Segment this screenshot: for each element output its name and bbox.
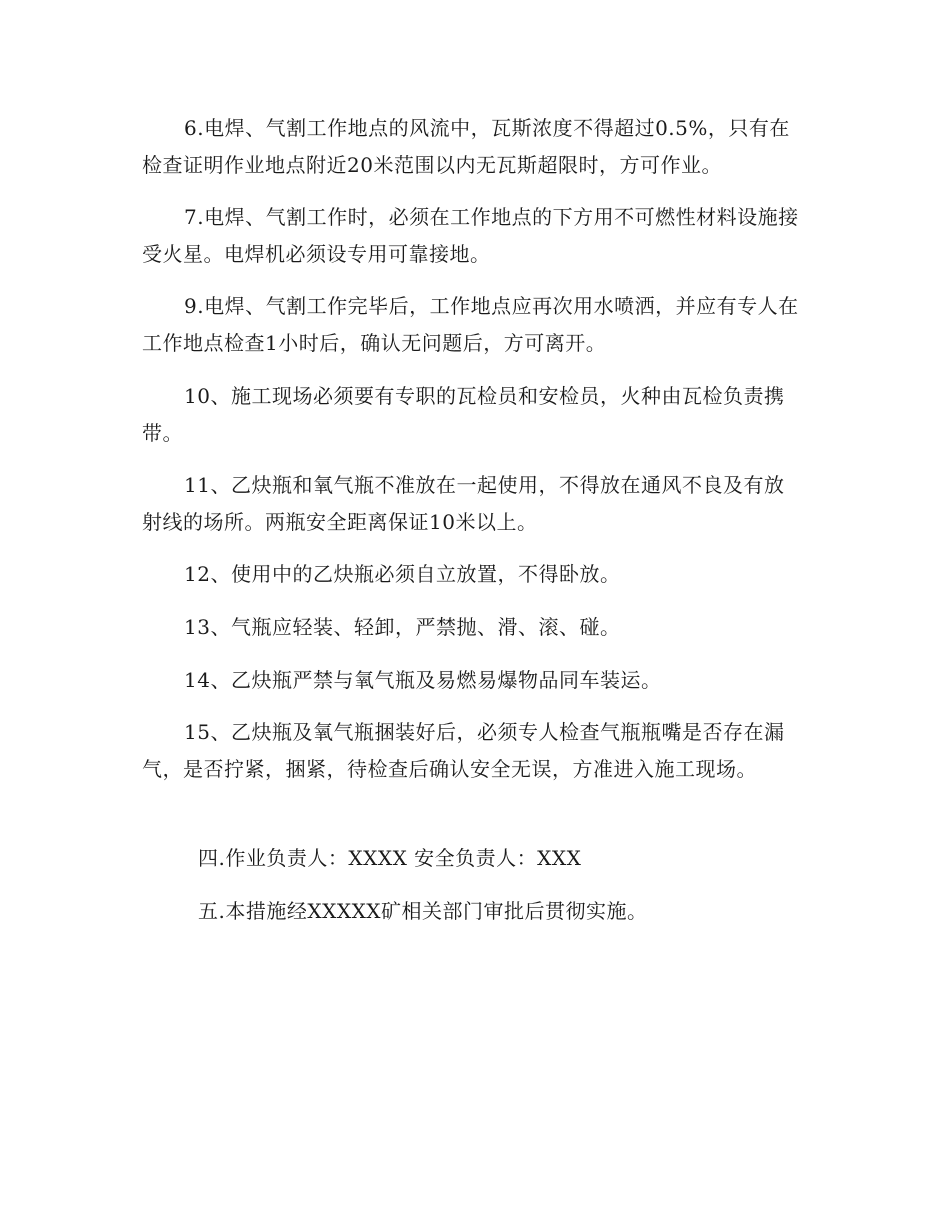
paragraph-item-6: 6.电焊、气割工作地点的风流中，瓦斯浓度不得超过0.5%，只有在检查证明作业地点附近20米范围以内无瓦斯超限时，方可作业。 [142, 116, 790, 177]
paragraph-item-13: 13、气瓶应轻装、轻卸，严禁抛、滑、滚、碰。 [184, 615, 621, 639]
paragraph-item-7: 7.电焊、气割工作时，必须在工作地点的下方用不可燃性材料设施接受火星。电焊机必须设专用可靠接地。 [142, 205, 799, 266]
paragraph-item-12: 12、使用中的乙炔瓶必须自立放置，不得卧放。 [184, 562, 621, 586]
paragraph-item-11: 11、乙炔瓶和氧气瓶不准放在一起使用，不得放在通风不良及有放射线的场所。两瓶安全距离保证10米以上。 [142, 473, 785, 534]
paragraph-item-9: 9.电焊、气割工作完毕后，工作地点应再次用水喷洒，并应有专人在工作地点检查1小时后，确认无问题后，方可离开。 [142, 294, 799, 355]
paragraph-item-10: 10、施工现场必须要有专职的瓦检员和安检员，火种由瓦检负责携带。 [142, 384, 785, 445]
responsible-persons: 四.作业负责人：XXXX 安全负责人：XXX [198, 846, 582, 870]
approval-statement: 五.本措施经XXXXX矿相关部门审批后贯彻实施。 [198, 899, 648, 923]
paragraph-item-14: 14、乙炔瓶严禁与氧气瓶及易燃易爆物品同车装运。 [184, 668, 662, 692]
paragraph-item-15: 15、乙炔瓶及氧气瓶捆装好后，必须专人检查气瓶瓶嘴是否存在漏气，是否拧紧，捆紧，待检查后确认安全无误，方准进入施工现场。 [142, 720, 785, 781]
